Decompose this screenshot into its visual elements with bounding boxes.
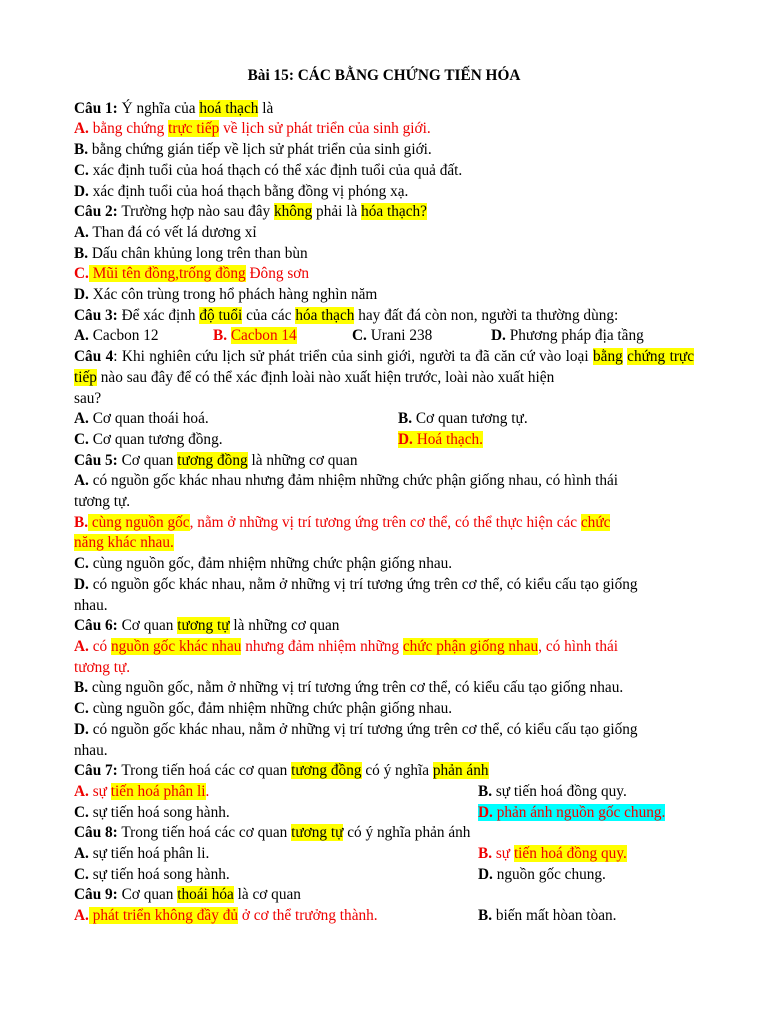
highlight: hoá thạch bbox=[199, 99, 259, 117]
highlight: tiến hoá phân li bbox=[110, 782, 206, 800]
highlight: tương tự bbox=[291, 824, 344, 842]
answers-3 bbox=[74, 326, 694, 347]
highlight: chức bbox=[580, 513, 611, 531]
answer-2b: B. Dấu chân khủng long trên than bùn bbox=[74, 244, 308, 262]
answer-6d: D. có nguồn gốc khác nhau, nằm ở những vị trí tương ứng trên cơ thể, có kiểu cấu tạo giống bbox=[74, 720, 638, 738]
answer-6d-cont: nhau. bbox=[74, 741, 108, 759]
question-5: Câu 5: Cơ quan tương đồng là những cơ quan bbox=[74, 451, 358, 469]
answer-8b: B. sự tiến hoá đồng quy. bbox=[478, 845, 627, 863]
question-number: Câu 5: bbox=[74, 451, 118, 469]
question-7: Câu 7: Trong tiến hoá các cơ quan tương đồng có ý nghĩa phản ánh bbox=[74, 762, 489, 780]
answers-4-row1 bbox=[74, 409, 694, 430]
answer-5a-cont: tương tự. bbox=[74, 493, 131, 511]
question-number: Câu 6: bbox=[74, 617, 118, 635]
answer-5d-cont: nhau. bbox=[74, 596, 108, 614]
answer-3b: B. Cacbon 14 bbox=[213, 327, 297, 345]
highlight: tiến hoá đồng quy. bbox=[513, 845, 627, 863]
highlight: Cacbon 14 bbox=[230, 327, 297, 345]
highlight: D. phản ánh nguồn gốc chung. bbox=[478, 803, 666, 821]
answer-4d bbox=[398, 430, 483, 451]
highlight: chức phận giống nhau bbox=[402, 637, 539, 655]
question-9: Câu 9: Cơ quan thoái hóa là cơ quan bbox=[74, 886, 301, 904]
answers-8-row1 bbox=[74, 844, 694, 865]
answer-1c: C. xác định tuổi của hoá thạch có thể xác định tuổi của quả đất. bbox=[74, 161, 463, 179]
highlight: nguồn gốc khác nhau bbox=[110, 637, 242, 655]
question-number: Câu 4 bbox=[74, 348, 114, 366]
answer-7d bbox=[478, 803, 665, 824]
answers-7-row1 bbox=[74, 782, 694, 803]
answer-2c: C. Mũi tên đồng,trống đồng Đông sơn bbox=[74, 265, 310, 283]
answers-4-row2 bbox=[74, 430, 694, 451]
answer-7b: B. sự tiến hoá đồng quy. bbox=[478, 782, 627, 800]
highlight: chứng trực tiếp bbox=[74, 348, 695, 386]
answer-1b: B. bằng chứng gián tiếp về lịch sử phát triển của sinh giới. bbox=[74, 141, 432, 159]
highlight: bằng bbox=[593, 348, 623, 366]
answer-9a: A. phát triển không đầy đủ ở cơ thể trưởng thành. bbox=[74, 907, 378, 925]
answer-7a: A. sự tiến hoá phân li. bbox=[74, 782, 210, 800]
answer-9b: B. biến mất hòan tòan. bbox=[478, 907, 617, 925]
highlight: D. Hoá thạch. bbox=[398, 430, 483, 448]
highlight: năng khác nhau. bbox=[74, 534, 174, 552]
question-number: Câu 7: bbox=[74, 762, 118, 780]
answer-2d: D. Xác côn trùng trong hổ phách hàng nghìn năm bbox=[74, 286, 378, 304]
answer-8d: D. nguồn gốc chung. bbox=[478, 865, 606, 883]
answer-4a: A. Cơ quan thoái hoá. bbox=[74, 410, 209, 428]
answer-1a: A. bằng chứng trực tiếp về lịch sử phát triển của sinh giới. bbox=[74, 120, 431, 138]
question-number: Câu 2: bbox=[74, 203, 118, 221]
question-number: Câu 9: bbox=[74, 886, 118, 904]
answer-6a-cont: tương tự. bbox=[74, 658, 131, 676]
answer-2a: A. Than đá có vết lá dương xỉ bbox=[74, 223, 257, 241]
highlight: hóa thạch? bbox=[361, 203, 427, 221]
answer-5a: A. có nguồn gốc khác nhau nhưng đảm nhiệm những chức phận giống nhau, có hình thái bbox=[74, 472, 619, 490]
highlight: phản ánh bbox=[432, 762, 489, 780]
question-6: Câu 6: Cơ quan tương tự là những cơ quan bbox=[74, 617, 340, 635]
answer-5b: B. cùng nguồn gốc, nằm ở những vị trí tương ứng trên cơ thể, có thể thực hiện các chức bbox=[74, 513, 611, 531]
question-8: Câu 8: Trong tiến hoá các cơ quan tương tự có ý nghĩa phản ánh bbox=[74, 824, 471, 842]
answer-5d: D. có nguồn gốc khác nhau, nằm ở những vị trí tương ứng trên cơ thể, có kiểu cấu tạo giống bbox=[74, 575, 638, 593]
question-4-end: sau? bbox=[74, 389, 102, 407]
highlight: không bbox=[273, 203, 313, 221]
question-1: Câu 1: Ý nghĩa của hoá thạch là bbox=[74, 99, 274, 117]
answer-3d: D. Phương pháp địa tầng bbox=[491, 327, 644, 345]
highlight: tương đồng bbox=[291, 762, 362, 780]
answers-8-row2 bbox=[74, 865, 694, 886]
answer-8a: A. sự tiến hoá phân li. bbox=[74, 845, 210, 863]
answer-5b-cont bbox=[74, 533, 694, 554]
highlight: tương đồng bbox=[177, 451, 248, 469]
highlight: thoái hóa bbox=[177, 886, 234, 904]
highlight: Mũi tên đồng,trống đồng bbox=[88, 265, 246, 283]
answer-6c: C. cùng nguồn gốc, đảm nhiệm những chức phận giống nhau. bbox=[74, 700, 453, 718]
answer-4c: C. Cơ quan tương đồng. bbox=[74, 430, 223, 448]
question-3: Câu 3: Để xác định độ tuổi của các hóa thạch hay đất đá còn non, người ta thường dùng: bbox=[74, 306, 619, 324]
answers-7-row2 bbox=[74, 803, 694, 824]
answers-9-row1 bbox=[74, 906, 694, 927]
answer-3c: C. Urani 238 bbox=[352, 327, 433, 345]
question-number: Câu 3: bbox=[74, 306, 118, 324]
answer-3a: A. Cacbon 12 bbox=[74, 327, 159, 345]
highlight: hóa thạch bbox=[295, 306, 355, 324]
highlight: cùng nguồn gốc bbox=[88, 513, 190, 531]
highlight: độ tuổi bbox=[199, 306, 243, 324]
highlight: phát triển không đầy đủ bbox=[88, 907, 238, 925]
answer-4b: B. Cơ quan tương tự. bbox=[398, 410, 528, 428]
answer-8c: C. sự tiến hoá song hành. bbox=[74, 865, 230, 883]
question-number: Câu 1: bbox=[74, 99, 118, 117]
answer-6b: B. cùng nguồn gốc, nằm ở những vị trí tương ứng trên cơ thể, có kiểu cấu tạo giống nhau. bbox=[74, 679, 624, 697]
question-2: Câu 2: Trường hợp nào sau đây không phải là hóa thạch? bbox=[74, 203, 427, 221]
highlight: tương tự bbox=[177, 617, 230, 635]
answer-5c: C. cùng nguồn gốc, đảm nhiệm những chức phận giống nhau. bbox=[74, 555, 453, 573]
highlight: trực tiếp bbox=[168, 120, 220, 138]
answer-1d: D. xác định tuổi của hoá thạch bằng đồng vị phóng xạ. bbox=[74, 182, 409, 200]
answer-7c: C. sự tiến hoá song hành. bbox=[74, 803, 230, 821]
question-4: Câu 4: Khi nghiên cứu lịch sử phát triển của sinh giới, người ta đã căn cứ vào loại bằng chứng trực tiếp nào sau đây để có thể xác định loài nào xuất hiện trước, loài nào xuất hiện bbox=[74, 348, 695, 386]
question-number: Câu 8: bbox=[74, 824, 118, 842]
page-title: Bài 15: CÁC BẰNG CHỨNG TIẾN HÓA bbox=[247, 67, 521, 84]
answer-6a: A. có nguồn gốc khác nhau nhưng đảm nhiệm những chức phận giống nhau, có hình thái bbox=[74, 637, 619, 655]
